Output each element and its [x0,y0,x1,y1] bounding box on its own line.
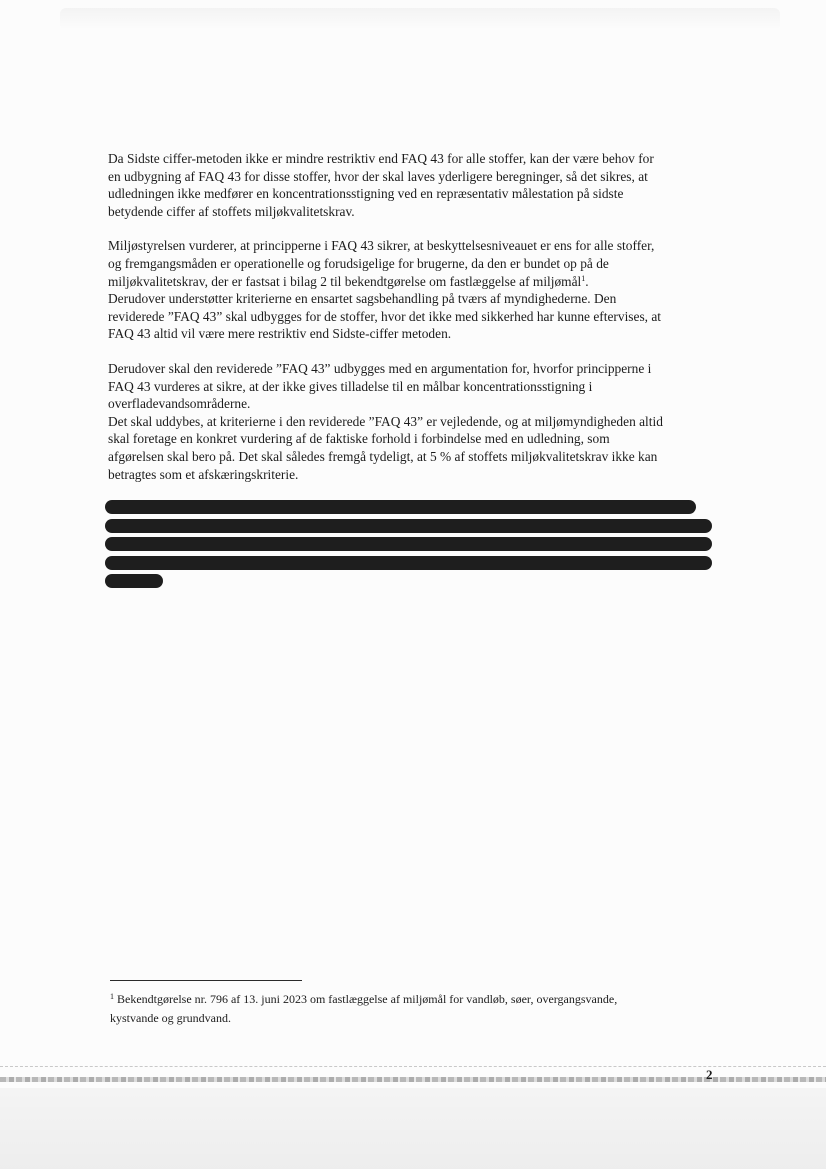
scan-artifact-line [0,1066,826,1067]
text-line: betragtes som et afskæringskriterie. [108,466,299,482]
paragraph-3 [108,360,720,483]
text-line: betydende ciffer af stoffets miljøkvalitetskrav. [108,203,355,219]
redaction-bar [105,574,163,588]
redaction-bar [105,519,712,533]
redaction-bar [105,500,696,514]
paragraph-1 [108,150,720,220]
text-line: Derudover understøtter kriterierne en ensartet sagsbehandling på tværs af myndighederne. Den [108,291,617,307]
footnote-text: Bekendtgørelse nr. 796 af 13. juni 2023 om fastlæggelse af miljømål for vandløb, søer, overgangsvande, [117,992,618,1006]
text-line: FAQ 43 vurderes at sikre, at der ikke gives tilladelse til en målbar koncentrationsstigning i [108,378,593,394]
text-line: skal foretage en konkret vurdering af de faktiske forhold i forbindelse med en udledning, som [108,431,610,447]
scan-header-smudge [60,8,780,30]
scan-artifact-band [0,1077,826,1082]
text-line: udledningen ikke medfører en koncentrationsstigning ved en repræsentativ målestation på sidste [108,186,624,202]
document-body [108,150,720,500]
footnote-separator [110,980,302,981]
text-line: Derudover skal den reviderede ”FAQ 43” udbygges med en argumentation for, hvorfor principperne i [108,360,652,376]
text-line: overfladevandsområderne. [108,396,251,412]
text-line: reviderede ”FAQ 43” skal udbygges for de stoffer, hvor det ikke med sikkerhed har kunne eftervises, at [108,308,662,324]
text-line: Miljøstyrelsen vurderer, at principperne i FAQ 43 sikrer, at beskyttelsesniveauet er ens for alle stoffer, [108,238,655,254]
text-line: miljøkvalitetskrav, der er fastsat i bilag 2 til bekendtgørelse om fastlæggelse af miljømål [108,273,582,289]
text-line: Det skal uddybes, at kriterierne i den reviderede ”FAQ 43” er vejledende, og at miljømyndigheden altid [108,413,663,429]
footnote-line [110,990,710,1009]
text-line: FAQ 43 altid vil være mere restriktiv end Sidste-ciffer metoden. [108,326,452,342]
text-line: og fremgangsmåden er operationelle og forudsigelige for brugerne, da den er bundet op på de [108,255,609,271]
scan-artifact-shadow [0,1088,826,1169]
footnote-reference[interactable]: 1 [581,273,586,283]
redaction-bar [105,556,712,570]
text-line-with-footnote: miljøkvalitetskrav, der er fastsat i bilag 2 til bekendtgørelse om fastlæggelse af miljømål$^1$. [108,273,589,289]
page-number: 2 [706,1067,713,1082]
footnote-line: kystvande og grundvand. [110,1011,231,1025]
text-line: Da Sidste ciffer-metoden ikke er mindre restriktiv end FAQ 43 for alle stoffer, kan der være behov for [108,151,654,166]
text-line: afgørelsen skal bero på. Det skal således fremgå tydeligt, at 5 % af stoffets miljøkvalitetskrav ikke kan [108,448,658,464]
redaction-bar [105,537,712,551]
footnote-marker: 1 [110,992,114,1001]
footnote [110,990,710,1028]
paragraph-2 [108,237,720,343]
text-line: en udbygning af FAQ 43 for disse stoffer, hvor der skal laves yderligere beregninger, så det sikres, at [108,168,648,184]
